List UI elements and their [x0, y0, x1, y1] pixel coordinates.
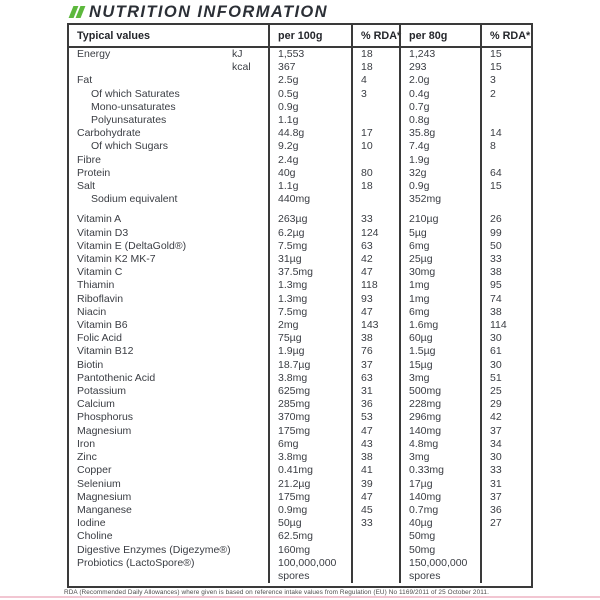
row-label: [69, 438, 268, 451]
row-label: [69, 253, 268, 266]
value-per-100g: 2.4g: [268, 154, 351, 167]
rda-per-100g: 118: [351, 279, 399, 292]
rda-per-80g: 30: [480, 332, 531, 345]
unit-label: kcal: [232, 61, 251, 74]
row-label: [69, 167, 268, 180]
row-label: [69, 101, 268, 114]
value-per-80g: 7.4g: [399, 140, 480, 153]
value-per-100g: 0.5g: [268, 88, 351, 101]
value-per-100g: 31µg: [268, 253, 351, 266]
rda-per-80g: 50: [480, 240, 531, 253]
rda-per-80g: 61: [480, 345, 531, 358]
row-label: [69, 114, 268, 127]
table-header-row: [69, 25, 531, 48]
row-label: [69, 530, 268, 543]
rda-per-80g: 95: [480, 279, 531, 292]
rda-per-100g: 42: [351, 253, 399, 266]
value-per-80g: 1mg: [399, 279, 480, 292]
section-gap: [351, 206, 399, 213]
value-per-80g: 1,243: [399, 48, 480, 61]
rda-per-80g: 33: [480, 253, 531, 266]
rda-per-80g: 25: [480, 385, 531, 398]
rda-per-80g: [480, 530, 531, 543]
column-header-per-100g: per 100g: [268, 25, 351, 48]
value-per-100g: 175mg: [268, 491, 351, 504]
rda-per-100g: 47: [351, 491, 399, 504]
rda-per-80g: 31: [480, 478, 531, 491]
value-per-80g: 50mg: [399, 530, 480, 543]
nutrient-name: Vitamin K2 MK-7: [77, 253, 156, 266]
value-per-100g: 285mg: [268, 398, 351, 411]
row-label: [69, 332, 268, 345]
rda-per-100g: 38: [351, 451, 399, 464]
rda-per-100g: 143: [351, 319, 399, 332]
nutrient-name: Choline: [77, 530, 113, 543]
value-per-80g: 40µg: [399, 517, 480, 530]
rda-per-80g: 8: [480, 140, 531, 153]
row-label: [69, 61, 268, 74]
rda-per-100g: [351, 193, 399, 206]
value-per-100g: 40g: [268, 167, 351, 180]
value-per-80g: 0.4g: [399, 88, 480, 101]
page-title-text: NUTRITION INFORMATION: [89, 2, 328, 21]
nutrient-name: Phosphorus: [77, 411, 134, 424]
rda-per-80g: 74: [480, 293, 531, 306]
nutrient-name: Calcium: [77, 398, 115, 411]
rda-footnote: RDA (Recommended Daily Allowances) where given is based on reference intake values from Regulation (EU) No 1169/2011 of 25 October 2011.: [64, 589, 489, 596]
rda-per-80g: [480, 114, 531, 127]
nutrient-name: Vitamin B12: [77, 345, 134, 358]
value-per-80g: 15µg: [399, 359, 480, 372]
row-label: [69, 517, 268, 530]
rda-per-80g: 38: [480, 266, 531, 279]
column-header-typical-values: Typical values: [69, 25, 268, 48]
rda-per-80g: 36: [480, 504, 531, 517]
row-label: [69, 425, 268, 438]
nutrient-name: Digestive Enzymes (Digezyme®): [77, 543, 231, 556]
nutrient-name: Energy: [77, 48, 111, 60]
rda-per-80g: [480, 101, 531, 114]
value-per-80g: 0.8g: [399, 114, 480, 127]
rda-per-100g: 47: [351, 266, 399, 279]
rda-per-100g: 39: [351, 478, 399, 491]
value-per-80g: 6mg: [399, 306, 480, 319]
value-per-80g: 17µg: [399, 478, 480, 491]
nutrition-table: [67, 23, 533, 588]
value-per-100g: 625mg: [268, 385, 351, 398]
nutrient-name: Copper: [77, 464, 112, 477]
nutrient-name: Thiamin: [77, 279, 115, 292]
row-label: [69, 74, 268, 87]
value-per-80g: 140mg: [399, 425, 480, 438]
rda-per-80g: 15: [480, 48, 531, 61]
rda-per-100g: 47: [351, 425, 399, 438]
nutrient-name: Magnesium: [77, 424, 132, 437]
nutrient-name: Biotin: [77, 358, 104, 371]
rda-per-80g: 30: [480, 451, 531, 464]
value-per-80g: 3mg: [399, 372, 480, 385]
value-per-100g: 1.1g: [268, 180, 351, 193]
row-label: [69, 544, 268, 557]
rda-per-80g: 15: [480, 61, 531, 74]
rda-per-100g: 36: [351, 398, 399, 411]
row-label: [69, 154, 268, 167]
nutrient-name: Selenium: [77, 477, 121, 490]
value-per-80g: 0.7g: [399, 101, 480, 114]
section-gap: [268, 206, 351, 213]
nutrient-name: Mono-unsaturates: [91, 100, 176, 113]
rda-per-80g: 64: [480, 167, 531, 180]
row-label: [69, 127, 268, 140]
rda-per-100g: 37: [351, 359, 399, 372]
value-per-80g: 1.5µg: [399, 345, 480, 358]
rda-per-100g: 38: [351, 332, 399, 345]
rda-per-80g: 2: [480, 88, 531, 101]
value-per-80g: 1.9g: [399, 154, 480, 167]
rda-per-100g: 43: [351, 438, 399, 451]
row-label: [69, 48, 268, 61]
section-gap: [69, 206, 268, 213]
nutrient-name: Carbohydrate: [77, 127, 141, 140]
value-per-80g: 228mg: [399, 398, 480, 411]
rda-per-80g: [480, 557, 531, 583]
value-per-100g: 21.2µg: [268, 478, 351, 491]
row-label: [69, 464, 268, 477]
value-per-100g: 2.5g: [268, 74, 351, 87]
value-per-100g: 100,000,000 spores: [268, 557, 351, 583]
value-per-100g: 160mg: [268, 544, 351, 557]
value-per-100g: 75µg: [268, 332, 351, 345]
value-per-100g: 7.5mg: [268, 240, 351, 253]
value-per-100g: 3.8mg: [268, 372, 351, 385]
rda-per-100g: 18: [351, 48, 399, 61]
value-per-100g: 263µg: [268, 213, 351, 226]
rda-per-80g: 27: [480, 517, 531, 530]
value-per-80g: 0.7mg: [399, 504, 480, 517]
row-label: [69, 140, 268, 153]
rda-per-80g: 51: [480, 372, 531, 385]
nutrient-name: Niacin: [77, 305, 107, 318]
row-label: [69, 266, 268, 279]
rda-per-100g: 3: [351, 88, 399, 101]
value-per-80g: 0.9g: [399, 180, 480, 193]
rda-per-80g: 37: [480, 491, 531, 504]
rda-per-100g: 17: [351, 127, 399, 140]
nutrient-name: Salt: [77, 180, 96, 193]
row-label: [69, 213, 268, 226]
nutrient-name: Zinc: [77, 451, 97, 464]
row-label: [69, 193, 268, 206]
rda-per-80g: 37: [480, 425, 531, 438]
value-per-80g: 5µg: [399, 227, 480, 240]
rda-per-80g: 33: [480, 464, 531, 477]
value-per-100g: 367: [268, 61, 351, 74]
rda-per-100g: 53: [351, 411, 399, 424]
rda-per-100g: [351, 114, 399, 127]
nutrient-name: Sodium equivalent: [91, 193, 178, 206]
value-per-80g: 50mg: [399, 544, 480, 557]
rda-per-100g: 93: [351, 293, 399, 306]
rda-per-80g: 26: [480, 213, 531, 226]
value-per-100g: 370mg: [268, 411, 351, 424]
row-label: [69, 227, 268, 240]
rda-per-100g: [351, 530, 399, 543]
value-per-80g: 140mg: [399, 491, 480, 504]
rda-per-100g: [351, 557, 399, 583]
nutrient-name: Folic Acid: [77, 332, 122, 345]
value-per-100g: 9.2g: [268, 140, 351, 153]
rda-per-80g: 30: [480, 359, 531, 372]
rda-per-80g: 14: [480, 127, 531, 140]
rda-per-100g: 47: [351, 306, 399, 319]
nutrient-name: Potassium: [77, 385, 127, 398]
row-label: [69, 451, 268, 464]
rda-per-100g: 76: [351, 345, 399, 358]
value-per-100g: 50µg: [268, 517, 351, 530]
rda-per-100g: 45: [351, 504, 399, 517]
rda-per-100g: [351, 101, 399, 114]
value-per-80g: 60µg: [399, 332, 480, 345]
nutrient-name: Vitamin C: [77, 266, 123, 279]
rda-per-100g: 18: [351, 61, 399, 74]
rda-per-100g: 4: [351, 74, 399, 87]
value-per-80g: 4.8mg: [399, 438, 480, 451]
value-per-80g: 500mg: [399, 385, 480, 398]
section-gap: [399, 206, 480, 213]
unit-label: kJ: [232, 48, 243, 60]
rda-per-100g: 33: [351, 517, 399, 530]
rda-per-100g: [351, 544, 399, 557]
value-per-80g: 25µg: [399, 253, 480, 266]
nutrient-name: Fat: [77, 74, 93, 87]
value-per-80g: 2.0g: [399, 74, 480, 87]
rda-per-100g: 31: [351, 385, 399, 398]
rda-per-80g: 99: [480, 227, 531, 240]
nutrient-name: Pantothenic Acid: [77, 371, 156, 384]
value-per-100g: 175mg: [268, 425, 351, 438]
nutrient-name: Manganese: [77, 503, 132, 516]
nutrient-name: Riboflavin: [77, 292, 124, 305]
value-per-80g: 150,000,000 spores: [399, 557, 480, 583]
value-per-100g: 37.5mg: [268, 266, 351, 279]
value-per-100g: 6mg: [268, 438, 351, 451]
value-per-100g: 1,553: [268, 48, 351, 61]
row-label: [69, 293, 268, 306]
rda-per-100g: 18: [351, 180, 399, 193]
page-title: [71, 4, 328, 20]
value-per-80g: 1mg: [399, 293, 480, 306]
nutrient-name: Iodine: [77, 517, 106, 530]
row-label: [69, 345, 268, 358]
value-per-100g: 62.5mg: [268, 530, 351, 543]
rda-per-80g: 29: [480, 398, 531, 411]
rda-per-100g: 41: [351, 464, 399, 477]
value-per-100g: 0.9g: [268, 101, 351, 114]
value-per-100g: 3.8mg: [268, 451, 351, 464]
value-per-80g: 3mg: [399, 451, 480, 464]
nutrient-name: Of which Saturates: [91, 87, 180, 100]
nutrient-name: Probiotics (LactoSpore®): [77, 556, 195, 569]
nutrient-name: Magnesium: [77, 490, 132, 503]
rda-per-80g: [480, 544, 531, 557]
value-per-100g: 44.8g: [268, 127, 351, 140]
nutrient-name: Fibre: [77, 153, 101, 166]
value-per-100g: 1.1g: [268, 114, 351, 127]
nutrient-name: Polyunsaturates: [91, 114, 167, 127]
value-per-80g: 352mg: [399, 193, 480, 206]
value-per-80g: 35.8g: [399, 127, 480, 140]
row-label: [69, 180, 268, 193]
rda-per-100g: 63: [351, 372, 399, 385]
rda-per-100g: 124: [351, 227, 399, 240]
value-per-80g: 296mg: [399, 411, 480, 424]
rda-per-80g: [480, 154, 531, 167]
row-label: [69, 504, 268, 517]
rda-per-80g: 114: [480, 319, 531, 332]
nutrient-name: Of which Sugars: [91, 140, 169, 153]
row-label: [69, 319, 268, 332]
rda-per-80g: 3: [480, 74, 531, 87]
value-per-80g: 293: [399, 61, 480, 74]
row-label: [69, 491, 268, 504]
row-label: [69, 240, 268, 253]
rda-per-100g: 10: [351, 140, 399, 153]
row-label: [69, 359, 268, 372]
rda-per-80g: 34: [480, 438, 531, 451]
nutrient-name: Vitamin E (DeltaGold®): [77, 239, 187, 252]
table-body: [69, 48, 531, 586]
value-per-80g: 1.6mg: [399, 319, 480, 332]
rda-per-80g: 38: [480, 306, 531, 319]
column-header-rda-100g: % RDA*: [351, 25, 399, 48]
rda-per-100g: [351, 154, 399, 167]
value-per-100g: 0.41mg: [268, 464, 351, 477]
section-gap: [480, 206, 531, 213]
nutrient-name: Protein: [77, 166, 111, 179]
row-label: [69, 398, 268, 411]
row-label: [69, 478, 268, 491]
row-label: [69, 372, 268, 385]
row-label: [69, 279, 268, 292]
bottom-accent-line: [0, 596, 600, 598]
value-per-100g: 2mg: [268, 319, 351, 332]
value-per-100g: 440mg: [268, 193, 351, 206]
value-per-80g: 30mg: [399, 266, 480, 279]
row-label: [69, 306, 268, 319]
value-per-80g: 0.33mg: [399, 464, 480, 477]
rda-per-100g: 80: [351, 167, 399, 180]
value-per-100g: 18.7µg: [268, 359, 351, 372]
row-label: [69, 557, 268, 583]
nutrient-name: Vitamin D3: [77, 226, 129, 239]
column-header-per-80g: per 80g: [399, 25, 480, 48]
nutrient-name: Vitamin A: [77, 213, 122, 226]
value-per-100g: 6.2µg: [268, 227, 351, 240]
nutrient-name: Vitamin B6: [77, 319, 128, 332]
rda-per-100g: 33: [351, 213, 399, 226]
value-per-100g: 7.5mg: [268, 306, 351, 319]
value-per-80g: 32g: [399, 167, 480, 180]
value-per-100g: 1.3mg: [268, 293, 351, 306]
value-per-80g: 210µg: [399, 213, 480, 226]
rda-per-80g: [480, 193, 531, 206]
value-per-100g: 1.9µg: [268, 345, 351, 358]
value-per-100g: 1.3mg: [268, 279, 351, 292]
column-header-rda-80g: % RDA*: [480, 25, 531, 48]
row-label: [69, 88, 268, 101]
rda-per-80g: 42: [480, 411, 531, 424]
row-label: [69, 411, 268, 424]
rda-per-80g: 15: [480, 180, 531, 193]
row-label: [69, 385, 268, 398]
nutrient-name: Iron: [77, 437, 96, 450]
value-per-100g: 0.9mg: [268, 504, 351, 517]
rda-per-100g: 63: [351, 240, 399, 253]
value-per-80g: 6mg: [399, 240, 480, 253]
